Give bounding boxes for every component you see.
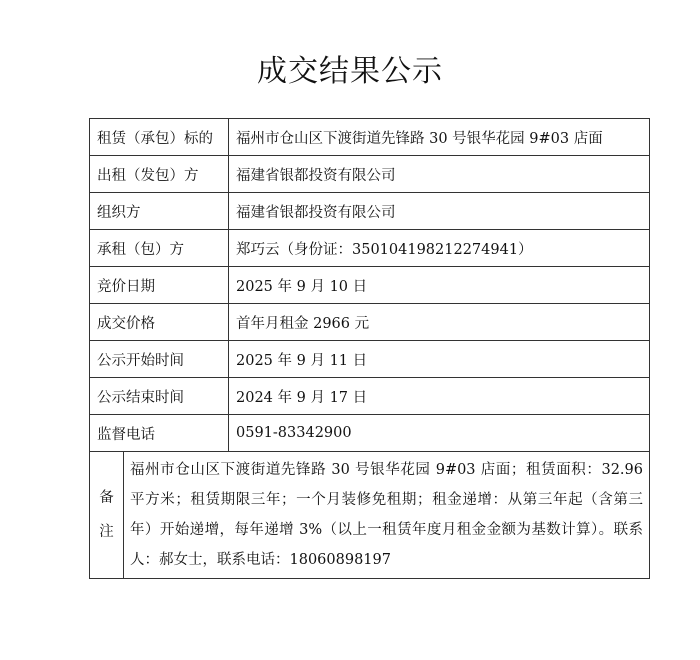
table-row-subject bbox=[90, 119, 650, 156]
row-value: 福州市仓山区下渡街道先锋路 30 号银华花园 9#03 店面 bbox=[229, 119, 650, 156]
result-table bbox=[89, 118, 650, 579]
row-label: 承租（包）方 bbox=[90, 230, 229, 267]
row-label: 监督电话 bbox=[90, 415, 229, 452]
table-row-notes bbox=[90, 452, 650, 579]
notes-label-char-2: 注 bbox=[99, 524, 114, 540]
table-row-bid-date bbox=[90, 267, 650, 304]
table-row-lessee bbox=[90, 230, 650, 267]
page-title: 成交结果公示 bbox=[257, 54, 443, 89]
row-value: 2024 年 9 月 17 日 bbox=[229, 378, 650, 415]
table-row-notice-start bbox=[90, 341, 650, 378]
row-value: 0591-83342900 bbox=[229, 415, 650, 452]
table-row-organizer bbox=[90, 193, 650, 230]
row-label: 租赁（承包）标的 bbox=[90, 119, 229, 156]
row-label: 公示开始时间 bbox=[90, 341, 229, 378]
row-value: 2025 年 9 月 10 日 bbox=[229, 267, 650, 304]
row-label: 成交价格 bbox=[90, 304, 229, 341]
row-label: 公示结束时间 bbox=[90, 378, 229, 415]
row-label: 组织方 bbox=[90, 193, 229, 230]
notes-label-char-1: 备 bbox=[99, 490, 114, 506]
notes-cell bbox=[90, 452, 650, 579]
row-value: 福建省银都投资有限公司 bbox=[229, 156, 650, 193]
row-value: 福建省银都投资有限公司 bbox=[229, 193, 650, 230]
table-row-supervision-phone bbox=[90, 415, 650, 452]
table-row-lessor bbox=[90, 156, 650, 193]
row-label: 出租（发包）方 bbox=[90, 156, 229, 193]
row-value: 2025 年 9 月 11 日 bbox=[229, 341, 650, 378]
notes-label bbox=[90, 452, 124, 578]
row-label: 竞价日期 bbox=[90, 267, 229, 304]
row-value: 首年月租金 2966 元 bbox=[229, 304, 650, 341]
table-row-notice-end bbox=[90, 378, 650, 415]
notes-text: 福州市仓山区下渡街道先锋路 30 号银华花园 9#03 店面；租赁面积：32.96 平方米；租赁期限三年；一个月装修免租期；租金递增：从第三年起（含第三年）开始递增，每年递增 3%（以上一租赁年度月租金金额为基数计算）。联系人：郝女士，联系电话：18060898197 bbox=[130, 462, 643, 568]
table-row-price bbox=[90, 304, 650, 341]
row-value: 郑巧云（身份证：350104198212274941） bbox=[229, 230, 650, 267]
